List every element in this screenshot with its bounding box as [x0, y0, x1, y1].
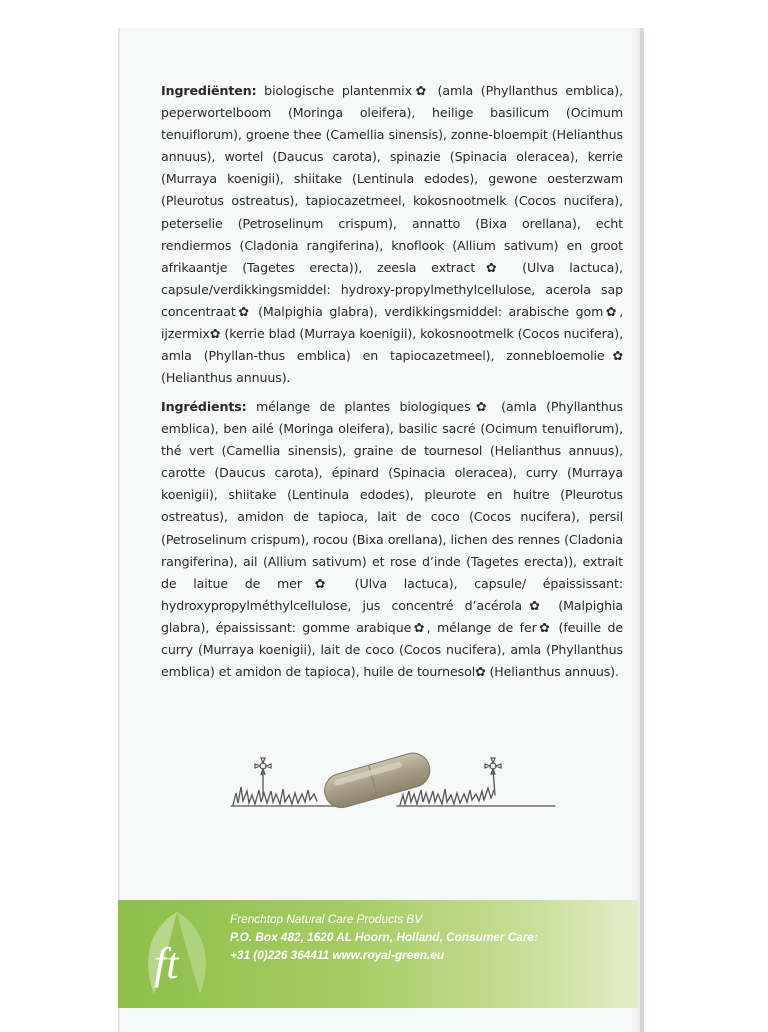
company-contact: +31 (0)226 364411 www.royal-green.eu	[230, 948, 445, 962]
ingredients-fr-label: Ingrédients:	[161, 399, 247, 414]
company-footer	[118, 900, 638, 1008]
leaf-logo-icon	[138, 908, 216, 1000]
ingredients-nl-label: Ingrediënten:	[161, 83, 257, 98]
ingredients-fr	[161, 396, 623, 683]
ingredients-nl-text: biologische plantenmix✿ (amla (Phyllanthus emblica), peperwortelboom (Moringa oleifera), heilige basilicum (Ocimum tenuiflorum), groene thee (Camellia sinensis), zonne-bloempit (Helianthus annuus), wortel (Daucus carota), spinazie (Spinacia oleracea), kerrie (Murraya koenigii), shiitake (Lentinula edodes), gewone oesterzwam (Pleurotus ostreatus), tapiocazetmeel, kokosnootmelk (Cocos nucifera), peterselie (Petroselinum crispum), annatto (Bixa orellana), echt rendiermos (Cladonia rangiferina), knoflook (Allium sativum) en groot afrikaantje (Tagetes erecta)), zeesla extract✿ (Ulva lactuca), capsule/verdikkingsmiddel: hydroxy-propylmethylcellulose, acerola sap concentraat✿ (Malpighia glabra), verdikkingsmiddel: arabische gom✿, ijzermix✿ (kerrie blad (Murraya koenigii), kokosnootmelk (Cocos nucifera), amla (Phyllan-thus emblica) en tapiocazetmeel), zonnebloemolie✿ (Helianthus annuus).	[161, 83, 623, 386]
grass-illustration	[225, 710, 565, 830]
logo-text: ft	[154, 939, 179, 988]
company-address	[230, 910, 630, 964]
ingredients-nl	[161, 80, 623, 389]
company-po-box: P.O. Box 482, 1620 AL Hoorn, Holland, Consumer Care:	[230, 930, 538, 944]
ingredients-fr-text: mélange de plantes biologiques✿ (amla (Phyllanthus emblica), ben ailé (Moringa oleifera), basilic sacré (Ocimum tenuiflorum), thé vert (Camellia sinensis), graine de tournesol (Helianthus annuus), carotte (Daucus carota), épinard (Spinacia oleracea), curry (Murraya koenigii), shiitake (Lentinula edodes), pleurote en huitre (Pleurotus ostreatus), amidon de tapioca, lait de coco (Cocos nucifera), persil (Petroselinum crispum), rocou (Bixa orellana), lichen des rennes (Cladonia rangiferina), ail (Allium sativum) et rose d’inde (Tagetes erecta)), extrait de laitue de mer✿ (Ulva lactuca), capsule/ épaississant: hydroxypropylméthylcellulose, jus concentré d’acérola✿ (Malpighia glabra), épaississant: gomme arabique✿, mélange de fer✿ (feuille de curry (Murraya koenigii), lait de coco (Cocos nucifera), amla (Phyllanthus emblica) et amidon de tapioca), huile de tournesol✿ (Helianthus annuus).	[161, 399, 623, 680]
company-name: Frenchtop Natural Care Products BV	[230, 912, 423, 926]
